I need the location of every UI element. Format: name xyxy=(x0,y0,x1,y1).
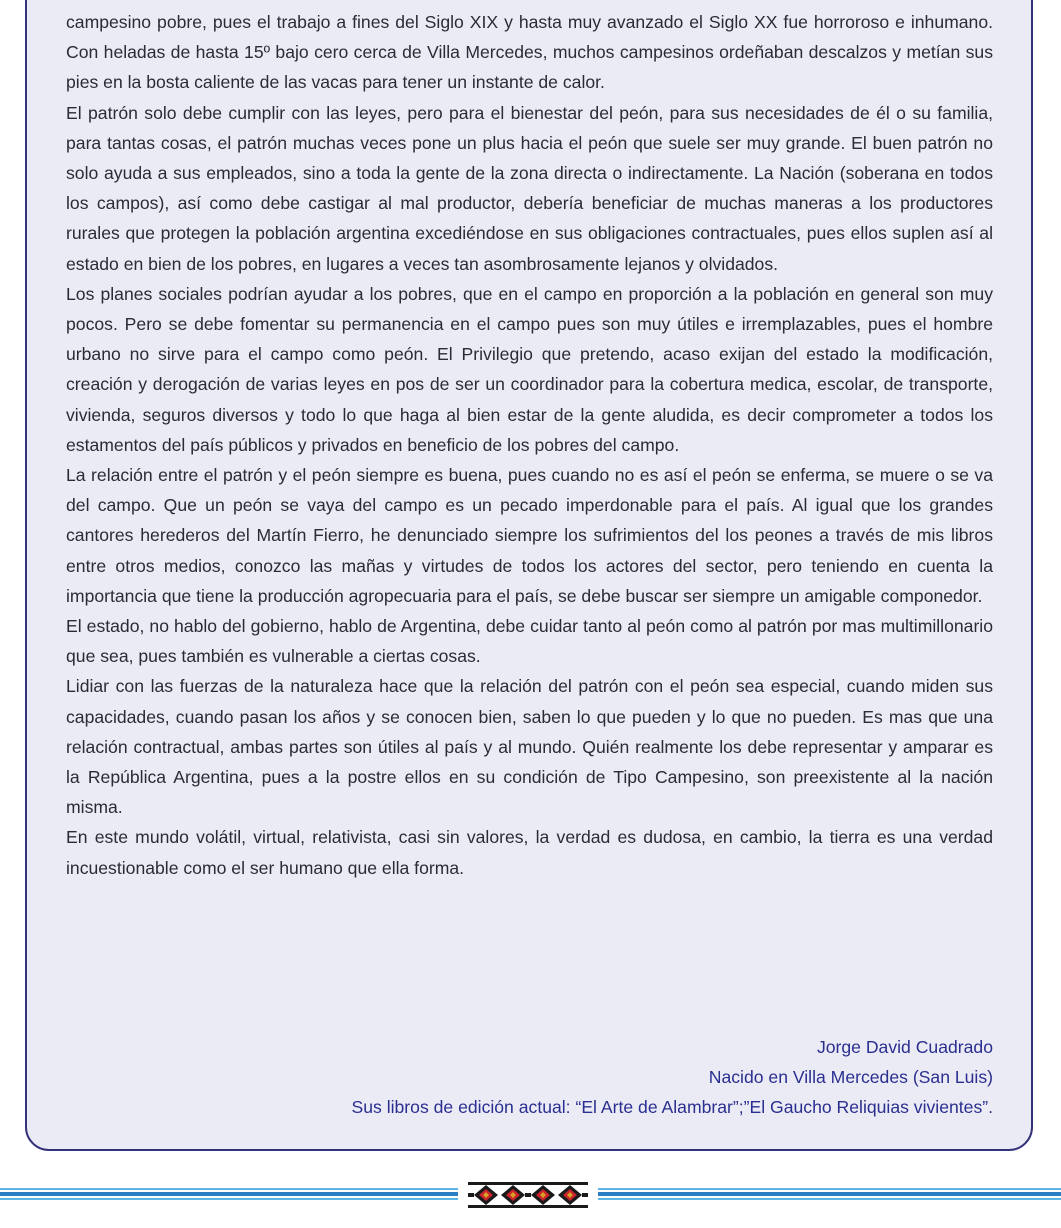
author-books: Sus libros de edición actual: “El Arte de Alambrar”;”El Gaucho Reliquias vivientes”. xyxy=(351,1097,993,1118)
paragraph: Lidiar con las fuerzas de la naturaleza hace que la relación del patrón con el peón sea especial, cuando miden sus capacidades, cuando pasan los años y se conocen bien, saben lo que pueden y lo que no pueden. Es mas que una relación contractual, ambas partes son útiles al país y al mundo. Quién realmente los debe representar y amparar es la República Argentina, pues a la postre ellos en su condición de Tipo Campesino, son preexistente al la nación misma. xyxy=(66,676,993,818)
author-origin: Nacido en Villa Mercedes (San Luis) xyxy=(708,1067,993,1088)
paragraph: La relación entre el patrón y el peón siempre es buena, pues cuando no es así el peón se enferma, se muere o se va del campo. Que un peón se vaya del campo es un pecado imperdonable para el país. Al igual que los grandes cantores herederos del Martín Fierro, he denunciado siempre los sufrimientos del los peones a través de mis libros entre otros medios, conozco las mañas y virtudes de todos los actores del sector, pero teniendo en cuenta la importancia que tiene la producción agropecuaria para el país, se debe buscar ser siempre un amigable componedor. xyxy=(66,465,993,606)
author-name: Jorge David Cuadrado xyxy=(816,1037,993,1057)
paragraph: campesino pobre, pues el trabajo a fines del Siglo XIX y hasta muy avanzado el Siglo XX fue horroroso e inhumano. Con heladas de hasta 15º bajo cero cerca de Villa Mercedes, muchos campesinos ordeñaban descalzos y metían sus pies en la bosta caliente de las vacas para tener un instante de calor. xyxy=(66,12,993,93)
paragraph: El patrón solo debe cumplir con las leyes, pero para el bienestar del peón, para sus necesidades de él o su familia, para tantas cosas, el patrón muchas veces pone un plus hacia el peón que suele ser muy grande. El buen patrón no solo ayuda a sus empleados, sino a toda la gente de la zona directa o indirectamente. La Nación (soberana en todos los campos), así como debe castigar al mal productor, debería beneficiar de muchas maneras a los productores rurales que protegen la población argentina excediéndose en sus obligaciones contractuales, pues ellos suplen así al estado en bien de los pobres, en lugares a veces tan asombrosamente lejanos y olvidados. xyxy=(66,102,993,274)
paragraph: El estado, no hablo del gobierno, hablo de Argentina, debe cuidar tanto al peón como al patrón por mas multimillonario que sea, pues también es vulnerable a ciertas cosas. xyxy=(66,616,993,667)
article-body xyxy=(66,7,993,883)
author-signature xyxy=(352,1032,994,1123)
paragraph: Los planes sociales podrían ayudar a los pobres, que en el campo en proporción a la población en general son muy pocos. Pero se debe fomentar su permanencia en el campo pues son muy útiles e irremplazables, pues el hombre urbano no sirve para el campo como peón. El Privilegio que pretendo, acaso exijan del estado la modificación, creación y derogación de varias leyes en pos de ser un coordinador para la cobertura medica, escolar, de transporte, vivienda, seguros diversos y todo lo que haga al bien estar de la gente aludida, es decir comprometer a todos los estamentos del país públicos y privados en beneficio de los pobres del campo. xyxy=(66,283,993,455)
footer-rule-left xyxy=(0,1188,458,1200)
pampa-ornament-icon xyxy=(468,1182,588,1208)
paragraph: En este mundo volátil, virtual, relativista, casi sin valores, la verdad es dudosa, en cambio, la tierra es una verdad incuestionable como el ser humano que ella forma. xyxy=(66,827,993,878)
footer-rule-right xyxy=(598,1188,1061,1200)
